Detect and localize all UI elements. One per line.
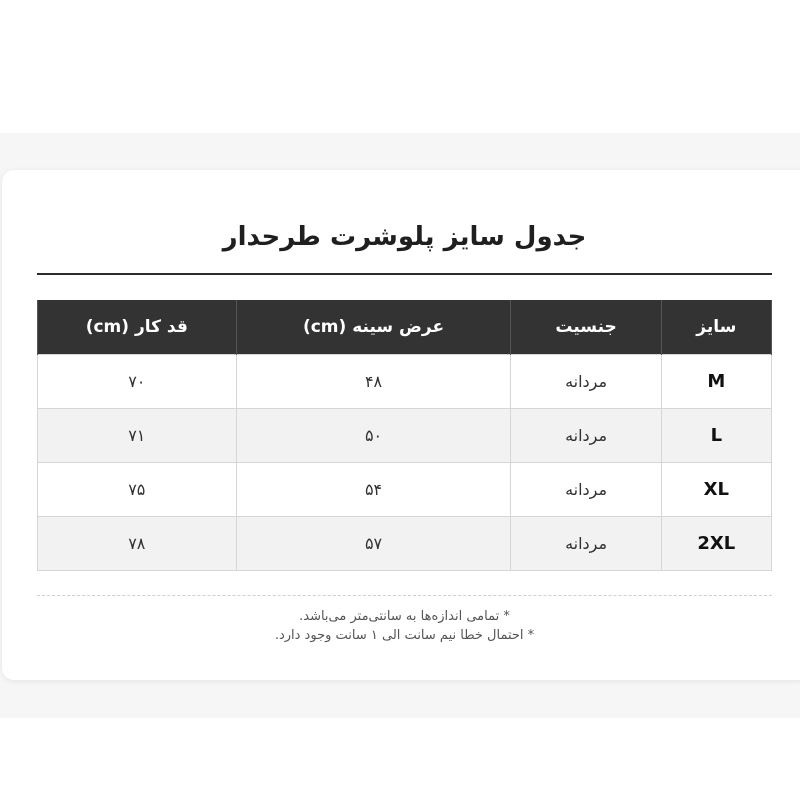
table-row — [38, 355, 772, 409]
table-header-row — [38, 300, 772, 355]
cell-chest: ۵۷ — [236, 517, 511, 571]
notes — [37, 607, 772, 645]
page-title: جدول سایز پلوشرت طرحدار — [222, 222, 587, 252]
header-chest: عرض سینه (cm) — [236, 300, 511, 355]
table-row — [38, 517, 772, 571]
table-row — [38, 463, 772, 517]
cell-gender: مردانه — [511, 463, 661, 517]
cell-gender: مردانه — [511, 517, 661, 571]
size-table — [37, 300, 772, 571]
title-divider — [37, 273, 772, 275]
cell-size: XL — [661, 463, 771, 517]
cell-gender: مردانه — [511, 409, 661, 463]
notes-divider — [37, 595, 772, 596]
cell-size: 2XL — [661, 517, 771, 571]
header-length: قد کار (cm) — [38, 300, 237, 355]
cell-size: M — [661, 355, 771, 409]
header-gender: جنسیت — [511, 300, 661, 355]
header-size: سایز — [661, 300, 771, 355]
note-line: * تمامی اندازه‌ها به سانتی‌متر می‌باشد. — [299, 609, 510, 624]
cell-length: ۷۵ — [38, 463, 237, 517]
cell-length: ۷۱ — [38, 409, 237, 463]
cell-size: L — [661, 409, 771, 463]
cell-chest: ۵۰ — [236, 409, 511, 463]
cell-gender: مردانه — [511, 355, 661, 409]
note-line: * احتمال خطا نیم سانت الی ۱ سانت وجود دارد. — [274, 628, 535, 643]
cell-chest: ۴۸ — [236, 355, 511, 409]
table-row — [38, 409, 772, 463]
cell-chest: ۵۴ — [236, 463, 511, 517]
cell-length: ۷۸ — [38, 517, 237, 571]
cell-length: ۷۰ — [38, 355, 237, 409]
